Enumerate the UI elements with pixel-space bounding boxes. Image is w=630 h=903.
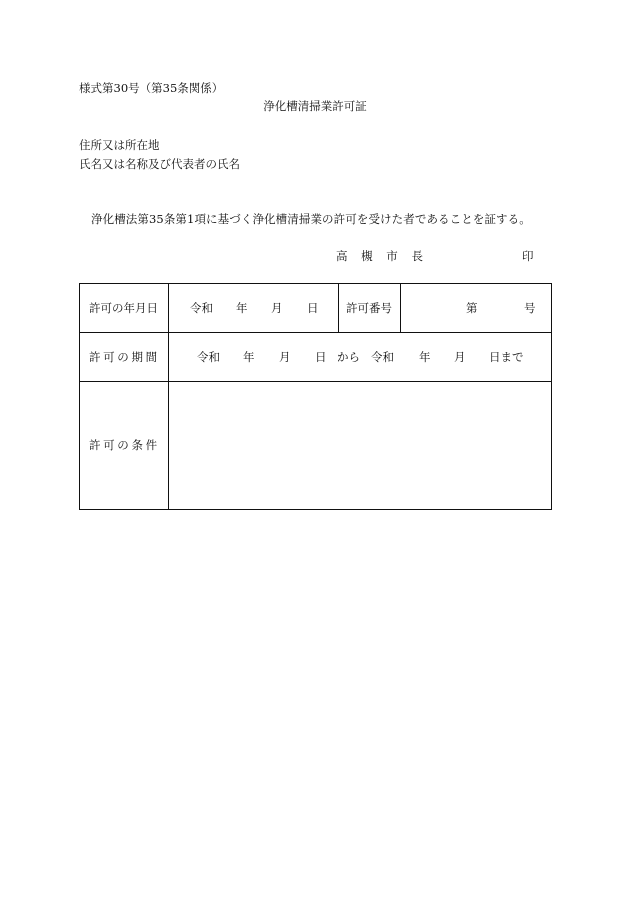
period-to-era: 令和 xyxy=(371,350,394,364)
address-label: 住所又は所在地 xyxy=(79,138,160,152)
document-title: 浄化槽清掃業許可証 xyxy=(263,99,367,113)
form-number: 様式第30号（第35条関係） xyxy=(79,81,224,95)
permit-date-day: 日 xyxy=(307,301,319,315)
permit-number-prefix: 第 xyxy=(466,301,478,315)
label-column-divider xyxy=(168,284,169,509)
permit-date-label: 許可の年月日 xyxy=(89,301,158,315)
period-to-end: 日まで xyxy=(489,350,524,364)
permit-period-label: 許 可 の 期 間 xyxy=(89,350,157,364)
period-to-year: 年 xyxy=(419,350,431,364)
period-from-month: 月 xyxy=(279,350,291,364)
column-divider xyxy=(400,284,401,332)
name-label: 氏名又は名称及び代表者の氏名 xyxy=(79,157,240,171)
period-from-year: 年 xyxy=(243,350,255,364)
permit-date-era: 令和 xyxy=(190,301,213,315)
certification-text: 浄化槽法第35条第1項に基づく浄化槽清掃業の許可を受けた者であることを証する。 xyxy=(91,212,531,226)
period-from-era: 令和 xyxy=(197,350,220,364)
permit-date-month: 月 xyxy=(271,301,283,315)
issuer-title: 高 槻 市 長 xyxy=(336,249,428,263)
row-divider xyxy=(80,332,551,333)
period-to-month: 月 xyxy=(454,350,466,364)
permit-number-suffix: 号 xyxy=(524,301,536,315)
period-from-day: 日 xyxy=(315,350,327,364)
permit-number-label: 許可番号 xyxy=(346,301,392,315)
period-from-word: から xyxy=(337,350,360,364)
seal-mark: 印 xyxy=(522,249,534,263)
permit-details-table xyxy=(79,283,552,510)
row-divider xyxy=(80,381,551,382)
permit-date-year: 年 xyxy=(236,301,248,315)
column-divider xyxy=(338,284,339,332)
permit-conditions-label: 許 可 の 条 件 xyxy=(89,438,157,452)
